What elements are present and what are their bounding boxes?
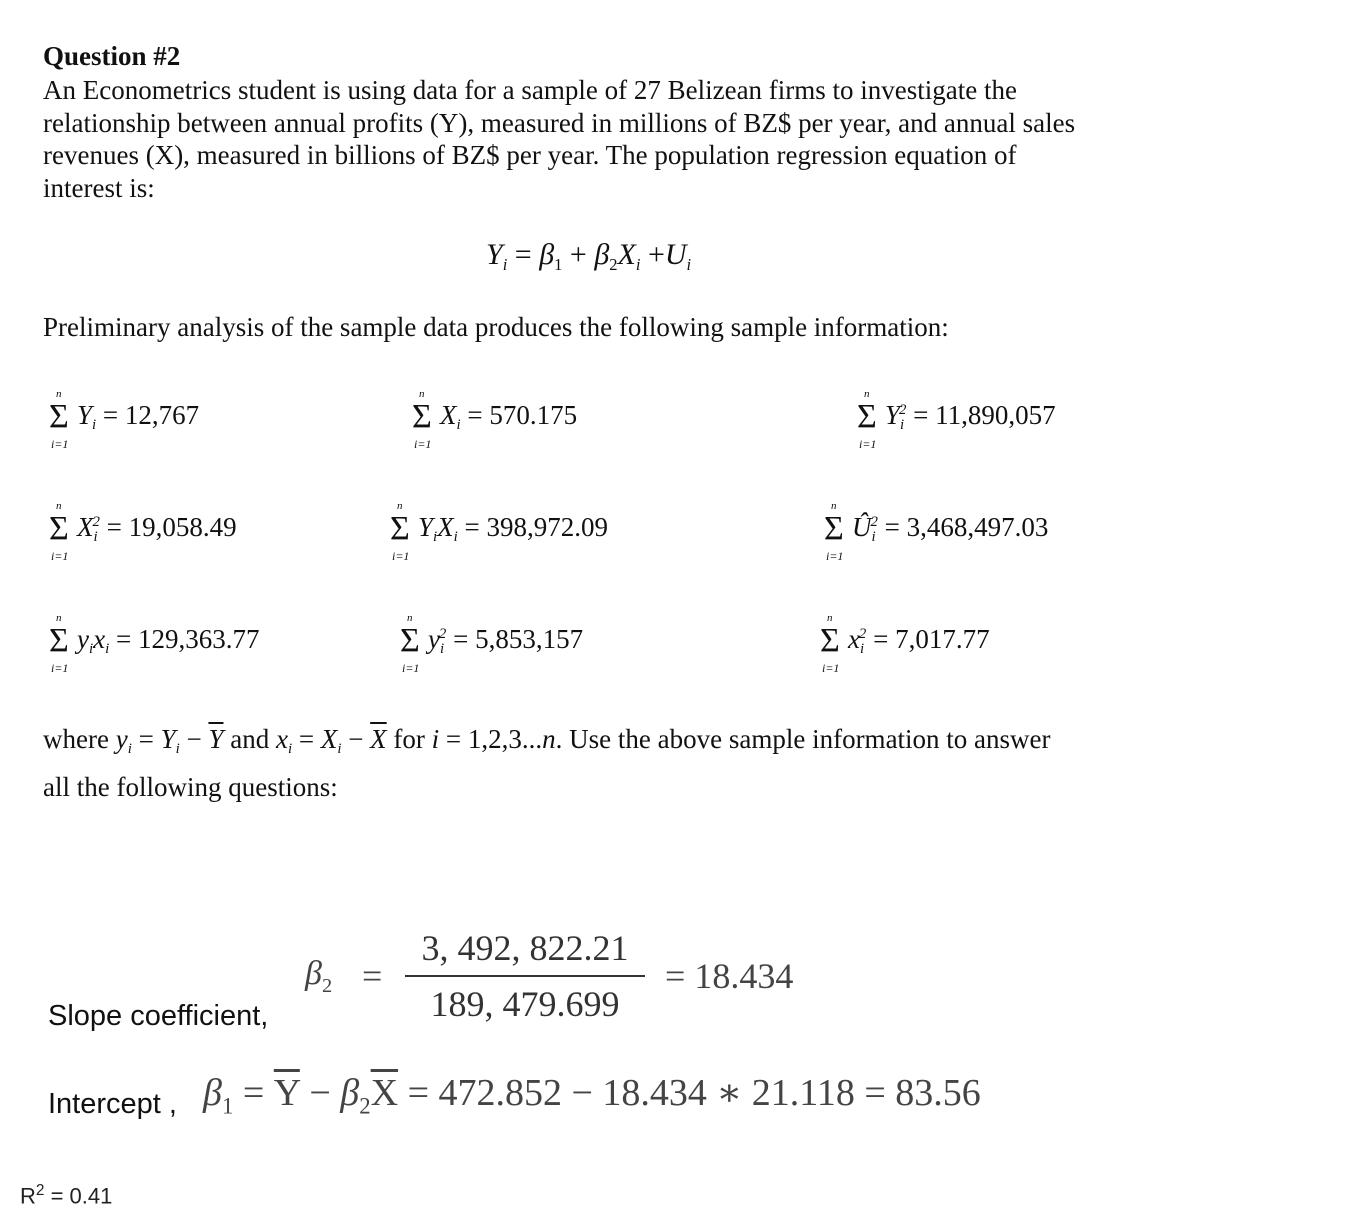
stat-value: 129,363.77 — [137, 624, 260, 654]
where-line-2: all the following questions: — [43, 772, 338, 803]
r2-value: 0.41 — [69, 1183, 113, 1209]
beta2-symbol: $\beta_2$ — [305, 955, 333, 997]
where-line-1: where $y_i = Y_i - \overline{Y}$ and $x_i = X_i - \overline{X}$ for i = 1,2,3...n. Use the above sample information to answer — [43, 724, 1051, 758]
intro-line: revenues (X), measured in billions of BZ$ per year. The population regression equation of — [43, 140, 1017, 170]
where-tail: . Use the above sample information to answer — [555, 724, 1051, 754]
intercept-rhs: 472.852 − 18.434 ∗ 21.118 = 83.56 — [438, 1072, 981, 1114]
where-clause — [43, 720, 1193, 806]
sigma-icon: n Σ i=1 — [820, 612, 840, 675]
slope-result-value: 18.434 — [694, 956, 794, 996]
slope-fraction — [405, 925, 645, 1027]
sigma-icon: n Σ i=1 — [390, 500, 410, 563]
population-regression-equation: $Y_i = \beta_1 + \beta_2X_i +U_i$ — [486, 238, 692, 274]
sigma-icon: n Σ i=1 — [49, 388, 69, 451]
sigma-icon: n Σ i=1 — [400, 612, 420, 675]
sigma-icon: n Σ i=1 — [49, 612, 69, 675]
stat-value: 7,017.77 — [895, 624, 990, 654]
stat-value: 570.175 — [489, 400, 578, 430]
r-squared: $R^2 = 0.41$ — [20, 1182, 113, 1209]
stat-value: 19,058.49 — [128, 512, 237, 542]
preliminary-text: Preliminary analysis of the sample data produces the following sample information: — [43, 312, 949, 342]
sigma-icon: n Σ i=1 — [49, 500, 69, 563]
intro-line: interest is: — [43, 172, 155, 203]
stat-value: 5,853,157 — [475, 624, 584, 654]
slope-label: Slope coefficient, — [48, 1000, 269, 1032]
slope-numerator: 3, 492, 822.21 — [421, 928, 629, 968]
fraction-bar — [405, 975, 645, 977]
sigma-icon: n Σ i=1 — [824, 500, 844, 563]
stat-value: 3,468,497.03 — [906, 512, 1049, 542]
stat-value: 398,972.09 — [486, 512, 609, 542]
intro-line: An Econometrics student is using data for a sample of 27 Belizean firms to investigate the — [43, 75, 1018, 105]
sigma-icon: n Σ i=1 — [412, 388, 432, 451]
intercept-label: Intercept , — [48, 1088, 177, 1120]
intro-line: relationship between annual profits (Y), measured in millions of BZ$ per year, and annual sales — [43, 107, 1076, 138]
question-title: Question #2 — [43, 41, 181, 71]
sigma-icon: n Σ i=1 — [857, 388, 877, 451]
intercept-equation: $\beta_1 = \overline{Y} - \beta_2\overline{X} = 472.852 - 18.434$ ∗ 21.118 = 83.56 — [203, 1072, 981, 1119]
equals-sign: = — [362, 956, 383, 996]
stat-value: 12,767 — [124, 400, 200, 430]
stat-value: 11,890,057 — [935, 400, 1056, 430]
slope-denominator: 189, 479.699 — [430, 984, 620, 1024]
slope-result: = 18.434 — [665, 956, 794, 996]
question-intro — [43, 74, 1163, 204]
